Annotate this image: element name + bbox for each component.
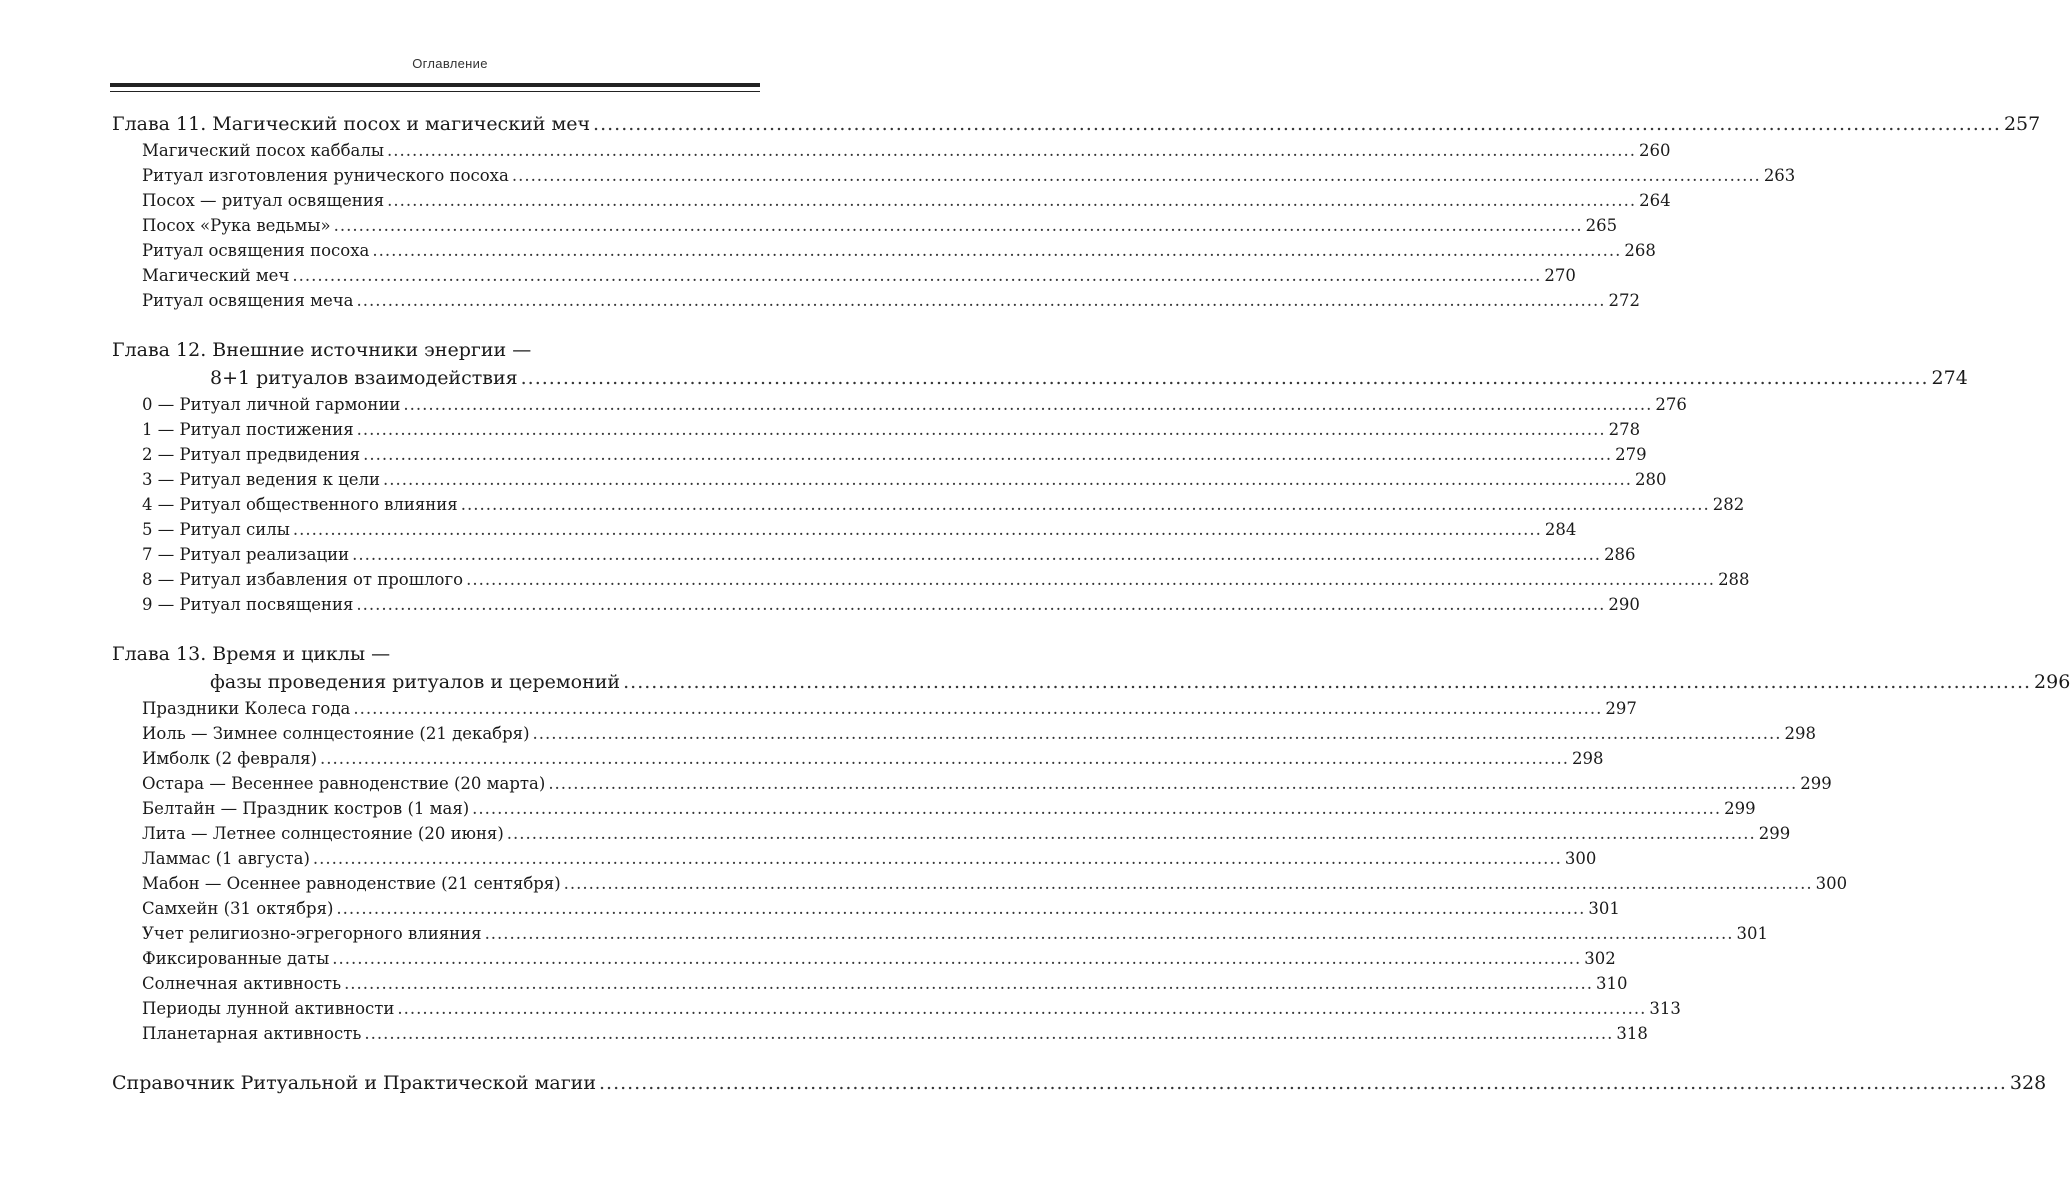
entry-title: Ламмас (1 августа) xyxy=(142,849,310,868)
toc-entry[interactable] xyxy=(112,996,1681,1021)
toc-entry[interactable] xyxy=(112,263,1576,288)
toc-entry[interactable] xyxy=(112,846,1597,871)
leader-dots: ........................................................................................................................................................................................................ xyxy=(344,974,1594,993)
entry-title: Мабон — Осеннее равноденствие (21 сентября) xyxy=(142,874,561,893)
leader-dots: ........................................................................................................................................................................................................ xyxy=(520,367,1929,389)
toc-entry[interactable] xyxy=(112,517,1577,542)
leader-dots: ........................................................................................................................................................................................................ xyxy=(506,824,1756,843)
leader-dots: ........................................................................................................................................................................................................ xyxy=(356,291,1606,310)
entry-title: 5 — Ритуал силы xyxy=(142,520,290,539)
chapter-title[interactable]: Глава 12. Внешние источники энергии — xyxy=(112,339,532,361)
toc-entry[interactable] xyxy=(112,592,1640,617)
toc-entry[interactable] xyxy=(112,442,1647,467)
entry-title: Фиксированные даты xyxy=(142,949,330,968)
entry-page: 286 xyxy=(1604,545,1636,564)
leader-dots: ........................................................................................................................................................................................................ xyxy=(511,166,1761,185)
leader-dots: ........................................................................................................................................................................................................ xyxy=(466,570,1716,589)
entry-page: 290 xyxy=(1608,595,1640,614)
entry-title: Ритуал освящения меча xyxy=(142,291,354,310)
chapter-title-continued: 8+1 ритуалов взаимодействия xyxy=(210,367,518,389)
leader-dots: ........................................................................................................................................................................................................ xyxy=(386,141,1636,160)
toc-entry[interactable] xyxy=(112,392,1687,417)
leader-dots: ........................................................................................................................................................................................................ xyxy=(484,924,1734,943)
entry-title: 8 — Ритуал избавления от прошлого xyxy=(142,570,464,589)
leader-dots: ........................................................................................................................................................................................................ xyxy=(292,266,1542,285)
entry-title: Иоль — Зимнее солнцестояние (21 декабря) xyxy=(142,724,530,743)
entry-page: 300 xyxy=(1564,849,1597,868)
toc-entry[interactable] xyxy=(112,213,1618,238)
toc-entry[interactable] xyxy=(112,238,1656,263)
entry-title: Праздники Колеса года xyxy=(142,699,351,718)
entry-page: 265 xyxy=(1585,216,1618,235)
chapter-heading[interactable] xyxy=(112,668,2070,696)
toc-entry[interactable] xyxy=(112,138,1671,163)
entry-title: Справочник Ритуальной и Практической магии xyxy=(112,1072,596,1094)
entry-page: 282 xyxy=(1712,495,1745,514)
entry-title: Имболк (2 февраля) xyxy=(142,749,318,768)
toc-entry[interactable] xyxy=(112,542,1636,567)
leader-dots: ........................................................................................................................................................................................................ xyxy=(598,1072,2007,1094)
entry-page: 298 xyxy=(1784,724,1816,743)
entry-page: 300 xyxy=(1815,874,1848,893)
leader-dots: ........................................................................................................................................................................................................ xyxy=(563,874,1813,893)
toc-entry[interactable] xyxy=(112,946,1616,971)
toc-entry[interactable] xyxy=(112,871,1848,896)
entry-title: Посох — ритуал освящения xyxy=(142,191,385,210)
entry-page: 280 xyxy=(1635,470,1667,489)
table-of-contents xyxy=(112,110,2070,1097)
entry-page: 288 xyxy=(1718,570,1750,589)
chapter-page: 274 xyxy=(1931,367,1968,389)
leader-dots: ........................................................................................................................................................................................................ xyxy=(353,699,1603,718)
leader-dots: ........................................................................................................................................................................................................ xyxy=(356,420,1606,439)
entry-title: Планетарная активность xyxy=(142,1024,362,1043)
leader-dots: ........................................................................................................................................................................................................ xyxy=(312,849,1562,868)
leader-dots: ........................................................................................................................................................................................................ xyxy=(593,113,2001,135)
entry-page: 276 xyxy=(1655,395,1687,414)
leader-dots: ........................................................................................................................................................................................................ xyxy=(383,470,1633,489)
toc-entry[interactable] xyxy=(112,288,1640,313)
chapter-title-continued: фазы проведения ритуалов и церемоний xyxy=(210,671,621,693)
entry-title: Учет религиозно-эгрегорного влияния xyxy=(142,924,482,943)
entry-title: Периоды лунной активности xyxy=(142,999,395,1018)
entry-title: Остара — Весеннее равноденствие (20 марта) xyxy=(142,774,546,793)
toc-entry[interactable] xyxy=(112,567,1750,592)
entry-page: 278 xyxy=(1608,420,1641,439)
entry-title: Посох «Рука ведьмы» xyxy=(142,216,331,235)
entry-page: 270 xyxy=(1544,266,1576,285)
entry-title: 9 — Ритуал посвящения xyxy=(142,595,354,614)
leader-dots: ........................................................................................................................................................................................................ xyxy=(332,949,1582,968)
entry-page: 301 xyxy=(1736,924,1769,943)
leader-dots: ........................................................................................................................................................................................................ xyxy=(460,495,1710,514)
entry-page: 279 xyxy=(1615,445,1647,464)
entry-title: 3 — Ритуал ведения к цели xyxy=(142,470,381,489)
toc-entry[interactable] xyxy=(112,796,1756,821)
chapter-page: 257 xyxy=(2003,113,2041,135)
entry-page: 268 xyxy=(1624,241,1656,260)
chapter-title: Глава 11. Магический посох и магический меч xyxy=(112,113,591,135)
entry-title: 0 — Ритуал личной гармонии xyxy=(142,395,401,414)
entry-page: 299 xyxy=(1758,824,1791,843)
chapter-11 xyxy=(112,110,2041,313)
entry-page: 302 xyxy=(1584,949,1616,968)
leader-dots: ........................................................................................................................................................................................................ xyxy=(320,749,1569,768)
toc-entry[interactable] xyxy=(112,1021,1648,1046)
toc-entry[interactable] xyxy=(112,696,1637,721)
leader-dots: ........................................................................................................................................................................................................ xyxy=(364,1024,1614,1043)
entry-page: 297 xyxy=(1605,699,1637,718)
toc-entry[interactable] xyxy=(112,821,1791,846)
header-rule-thin xyxy=(110,91,760,92)
toc-entry[interactable] xyxy=(112,417,1641,442)
reference-entry[interactable] xyxy=(112,1069,2047,1097)
entry-page: 299 xyxy=(1800,774,1832,793)
chapter-title[interactable]: Глава 13. Время и циклы — xyxy=(112,643,391,665)
leader-dots: ........................................................................................................................................................................................................ xyxy=(403,395,1653,414)
toc-entry[interactable] xyxy=(112,896,1620,921)
entry-page: 328 xyxy=(2009,1072,2047,1094)
leader-dots: ........................................................................................................................................................................................................ xyxy=(372,241,1622,260)
entry-title: Ритуал освящения посоха xyxy=(142,241,370,260)
leader-dots: ........................................................................................................................................................................................................ xyxy=(333,216,1583,235)
entry-page: 298 xyxy=(1572,749,1604,768)
chapter-heading[interactable] xyxy=(112,364,1968,392)
entry-title: Магический меч xyxy=(142,266,290,285)
entry-page: 284 xyxy=(1544,520,1577,539)
entry-page: 263 xyxy=(1763,166,1796,185)
entry-page: 313 xyxy=(1649,999,1681,1018)
chapter-13 xyxy=(112,640,2070,1046)
running-head: Оглавление xyxy=(412,56,488,71)
entry-page: 272 xyxy=(1608,291,1640,310)
toc-entry[interactable] xyxy=(112,971,1628,996)
leader-dots: ........................................................................................................................................................................................................ xyxy=(623,671,2032,693)
entry-title: 2 — Ритуал предвидения xyxy=(142,445,361,464)
leader-dots: ........................................................................................................................................................................................................ xyxy=(532,724,1782,743)
toc-entry[interactable] xyxy=(112,746,1604,771)
leader-dots: ........................................................................................................................................................................................................ xyxy=(356,595,1606,614)
entry-page: 264 xyxy=(1639,191,1671,210)
leader-dots: ........................................................................................................................................................................................................ xyxy=(336,899,1586,918)
entry-title: Ритуал изготовления рунического посоха xyxy=(142,166,509,185)
entry-page: 260 xyxy=(1638,141,1671,160)
toc-entry[interactable] xyxy=(112,921,1769,946)
header-rule-thick xyxy=(110,83,760,87)
entry-title: Солнечная активность xyxy=(142,974,342,993)
entry-title: Лита — Летнее солнцестояние (20 июня) xyxy=(142,824,504,843)
entry-title: Самхейн (31 октября) xyxy=(142,899,334,918)
entry-title: 4 — Ритуал общественного влияния xyxy=(142,495,458,514)
entry-page: 318 xyxy=(1616,1024,1648,1043)
entry-title: 7 — Ритуал реализации xyxy=(142,545,350,564)
chapter-12 xyxy=(112,336,1968,617)
toc-entry[interactable] xyxy=(112,492,1745,517)
leader-dots: ........................................................................................................................................................................................................ xyxy=(397,999,1647,1018)
entry-title: Белтайн — Праздник костров (1 мая) xyxy=(142,799,470,818)
leader-dots: ........................................................................................................................................................................................................ xyxy=(548,774,1798,793)
toc-entry[interactable] xyxy=(112,163,1796,188)
toc-entry[interactable] xyxy=(112,721,1816,746)
entry-page: 299 xyxy=(1724,799,1756,818)
entry-page: 301 xyxy=(1588,899,1620,918)
entry-title: Магический посох каббалы xyxy=(142,141,384,160)
toc-entry[interactable] xyxy=(112,188,1671,213)
chapter-page: 296 xyxy=(2034,671,2070,693)
leader-dots: ........................................................................................................................................................................................................ xyxy=(387,191,1637,210)
leader-dots: ........................................................................................................................................................................................................ xyxy=(292,520,1542,539)
leader-dots: ........................................................................................................................................................................................................ xyxy=(472,799,1722,818)
leader-dots: ........................................................................................................................................................................................................ xyxy=(352,545,1602,564)
entry-page: 310 xyxy=(1596,974,1628,993)
toc-entry[interactable] xyxy=(112,771,1832,796)
entry-title: 1 — Ритуал постижения xyxy=(142,420,354,439)
toc-entry[interactable] xyxy=(112,467,1667,492)
chapter-heading[interactable] xyxy=(112,110,2041,138)
leader-dots: ........................................................................................................................................................................................................ xyxy=(363,445,1613,464)
